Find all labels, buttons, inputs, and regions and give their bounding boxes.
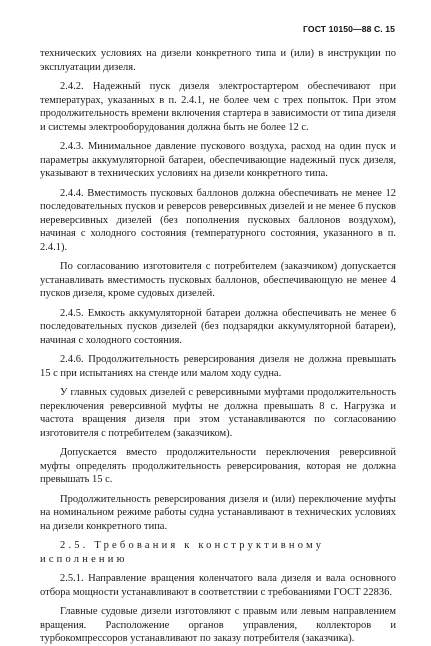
paragraph-rotation-direction: Главные судовые дизели изготовляют с правым или левым направлением вращения. Расположение органов управления, коллекторов и турбокомпрессоров устанавливают по заказу потребителя (заказчика). <box>40 606 396 644</box>
paragraph-agreement: По согласованию изготовителя с потребителем (заказчиком) допускается устанавливать вместимость пусковых баллонов, обеспечивающую не менее 4 пусков дизеля, кроме судовых дизелей. <box>40 261 396 299</box>
paragraph-2-4-4: 2.4.4. Вместимость пусковых баллонов должна обеспечивать не менее 12 последовательных пусков и реверсов реверсивных дизелей и не менее 6 пусков нереверсивных дизелей (без пополнения пусковых баллонов воздухом), начиная с холодного состояния (температурного состояния, указанного в п. 2.4.1). <box>40 187 396 253</box>
paragraph-2-4-2: 2.4.2. Надежный пуск дизеля электростартером обеспечивают при температурах, указанных в п. 2.4.1, не более чем с трех попыток. При этом продолжительность времени включения стартера в зависимости от типа дизеля и системы электрооборудования должна быть не более 12 с. <box>40 81 396 133</box>
paragraph-2-5-1: 2.5.1. Направление вращения коленчатого вала дизеля и вала основного отбора мощности устанавливают в соответствии с требованиями ГОСТ 22836. <box>40 573 396 598</box>
paragraph-2-4-6: 2.4.6. Продолжительность реверсирования дизеля не должна превышать 15 с при испытаниях на стенде или малом ходу судна. <box>40 354 396 379</box>
paragraph-continuation: технических условиях на дизели конкретного типа и (или) в инструкции по эксплуатации дизеля. <box>40 48 396 73</box>
document-body <box>40 47 396 646</box>
paragraph-reverse-duration: Продолжительность реверсирования дизеля и (или) переключение муфты на номинальном режиме работы судна устанавливают в технических условиях на дизели конкретного типа. <box>40 493 396 532</box>
paragraph-2-4-5: 2.4.5. Емкость аккумуляторной батареи должна обеспечивать не менее 6 последовательных пусков дизелей (без подзарядки аккумуляторной батареи), начиная с холодного состояния. <box>40 307 396 346</box>
paragraph-2-4-3: 2.4.3. Минимальное давление пускового воздуха, расход на один пуск и параметры аккумуляторной батареи, обеспечивающие надежный пуск дизеля, указывают в технических условиях на дизели конкретного типа. <box>40 141 396 179</box>
running-header: ГОСТ 10150—88 С. 15 <box>303 24 395 34</box>
paragraph-reverse-alternative: Допускается вместо продолжительности переключения реверсивной муфты определять продолжительность реверсирования, которая не должна превышать 15 с. <box>40 447 396 485</box>
paragraph-reverse-clutch: У главных судовых дизелей с реверсивными муфтами продолжительность переключения реверсивной муфты не должна превышать 8 с. Нагрузка и частота вращения дизеля при этом устанавливаются по согласованию изготовителя с потребителем (заказчиком). <box>40 387 396 439</box>
section-heading-2-5: 2.5. Требования к конструктивному исполнению <box>40 540 325 565</box>
